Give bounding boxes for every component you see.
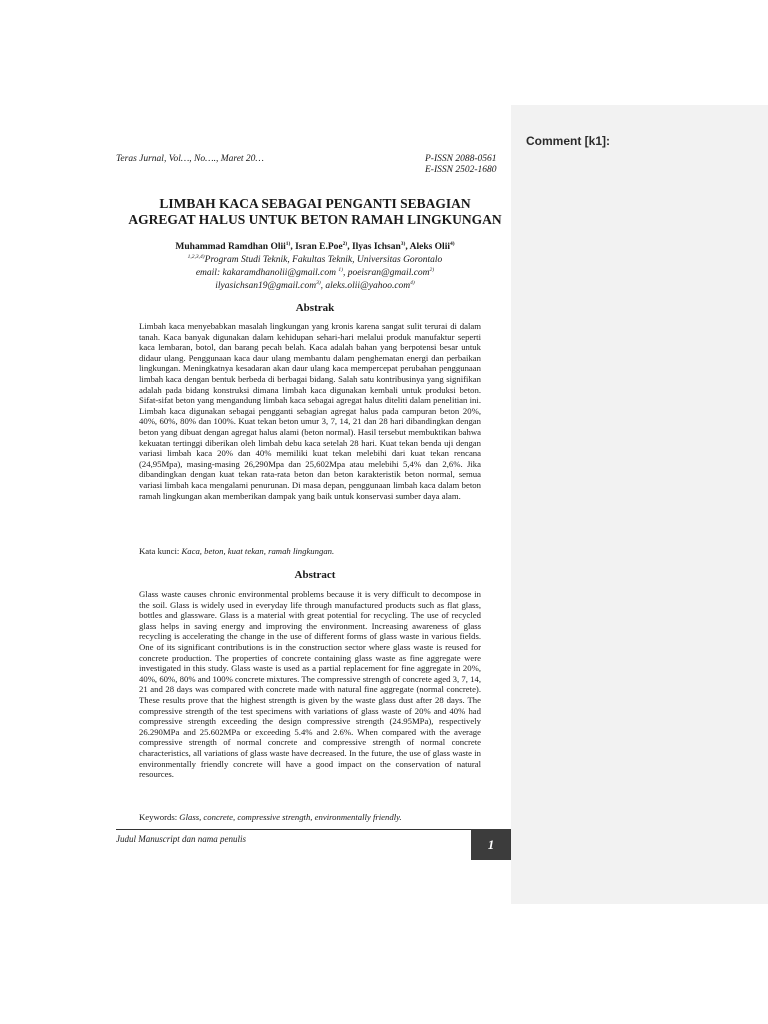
comment-title[interactable]: Comment [k1]: (526, 134, 611, 148)
email-line-1 (105, 267, 525, 280)
author-1: Muhammad Ramdhan Olii (175, 242, 286, 252)
abstract-keywords-label: Keywords: (139, 812, 180, 822)
affiliation-text: Program Studi Teknik, Fakultas Teknik, Universitas Gorontalo (204, 255, 443, 265)
author-1-sup: 1) (285, 240, 291, 247)
abstract-heading: Abstract (294, 569, 336, 581)
title-line-1: LIMBAH KACA SEBAGAI PENGANTI SEBAGIAN (159, 196, 471, 211)
email-4: , aleks.olii@yahoo.com (320, 281, 411, 291)
author-3-sup: 3) (400, 240, 406, 247)
affiliation-sup: 1,2,3,4) (187, 253, 205, 260)
abstract-keywords-text: Glass, concrete, compressive strength, environmentally friendly. (179, 812, 402, 822)
authors-line (105, 242, 525, 252)
email-1: email: kakaramdhanolii@gmail.com (195, 268, 339, 278)
abstrak-keywords-label: Kata kunci: (139, 546, 182, 556)
abstrak-keywords (139, 546, 334, 556)
abstract-body: Glass waste causes chronic environmental problems because it is very difficult to decompose in the soil. Glass is widely used in everyday life through manufactured products such as flat glass, bottles and glassware. Glass is a material with great potential for recycling. The use of recycled glass helps in saving energy and improving the environment. Increasing awareness of glass recycling is accelerating the change in the use of different forms of glass waste in various fields. One of its significant contributions is in the construction sector where glass waste is reused for concrete production. The properties of concrete containing glass waste as fine aggregate were investigated in this study. Glass waste is used as a partial replacement for fine aggregate in 20%, 40%, 60%, 80% and 100% concrete mixtures. The compressive strength of concrete aged 3, 7, 14, 21 and 28 days was compared with concrete made with natural fine aggregate (normal concrete). These results prove that the highest strength is given by the waste glass dust after 28 days. The compressive strength of the test specimens with variations of glass waste of 20% and 40% had compressive strength exceeding the design compressive strength (24.95MPa), respectively 26.290MPa and 25.602MPa or exceeding 5.4% and 2.6%. When compared with the average compressive strength of normal concrete and compressive strength of normal concrete characteristics, all variations of glass waste have decreased. In the future, the use of glass waste in environmentally friendly concrete will have a good impact on the conservation of natural resources. (139, 589, 481, 780)
affiliation-program (105, 254, 525, 267)
email-line-2 (105, 280, 525, 293)
footer-running-title: Judul Manuscript dan nama penulis (116, 834, 246, 844)
comment-pane (511, 105, 768, 904)
author-4: , Aleks Olii (405, 242, 450, 252)
e-issn: E-ISSN 2502-1680 (425, 165, 497, 175)
author-3: , Ilyas Ichsan (347, 242, 401, 252)
email-3-sup: 3) (316, 279, 321, 286)
email-2: , poeisran@gmail.com (342, 268, 430, 278)
abstrak-heading: Abstrak (295, 302, 335, 314)
email-2-sup: 2) (429, 266, 435, 273)
author-4-sup: 4) (449, 240, 455, 247)
email-3: ilyasichsan19@gmail.com (215, 281, 317, 291)
title-line-2: AGREGAT HALUS UNTUK BETON RAMAH LINGKUNGAN (128, 212, 502, 227)
email-1-sup: 1) (338, 266, 343, 273)
email-4-sup: 4) (410, 279, 415, 286)
issn-block (425, 154, 497, 176)
footer-divider (116, 829, 511, 830)
paper-title (105, 196, 525, 228)
author-2: , Isran E.Poe (290, 242, 343, 252)
page-number: 1 (471, 829, 511, 860)
author-2-sup: 2) (342, 240, 348, 247)
abstrak-keywords-text: Kaca, beton, kuat tekan, ramah lingkungan. (181, 546, 335, 556)
abstract-keywords (139, 812, 402, 822)
p-issn: P-ISSN 2088-0561 (425, 154, 497, 164)
abstrak-body: Limbah kaca menyebabkan masalah lingkungan yang kronis karena sangat sulit terurai di dalam tanah. Kaca banyak digunakan dalam kehidupan sehari-hari melalui produk manufaktur seperti kaca lembaran, botol, dan barang pecah belah. Kaca adalah bahan yang berpotensi besar untuk didaur ulang. Penggunaan kaca daur ulang membantu dalam penghematan energi dan perbaikan lingkungan. Meningkatnya kesadaran akan daur ulang kaca mempercepat perubahan penggunaan limbah kaca dengan bentuk berbeda di berbagai bidang. Salah satu kontribusinya yang signifikan adalah pada bidang konstruksi dimana limbah kaca digunakan kembali untuk produksi beton. Sifat-sifat beton yang mengandung limbah kaca sebagai agregat halus diteliti dalam penelitian ini. Limbah kaca digunakan sebagai pengganti sebagian agregat halus pada campuran beton 20%, 40%, 60%, 80% dan 100%. Kuat tekan beton umur 3, 7, 14, 21 dan 28 hari dibandingkan dengan beton yang dibuat dengan agregat halus alami (beton normal). Hasil tersebut membuktikan bahwa kekuatan tertinggi diberikan oleh limbah debu kaca setelah 28 hari. Kuat tekan benda uji dengan variasi limbah kaca 20% dan 40% memiliki kuat tekan melebihi dari kuat tekan rencana (24,95Mpa), masing-masing 26,290Mpa dan 25,602Mpa atau melebihi 5,4% dan 2,6%. Jika dibandingkan dengan kuat tekan rata-rata beton dan beton karakteristik beton normal, semua variasi limbah kaca mengalami penurunan. Di masa depan, penggunaan limbah kaca dalam beton ramah lingkungan akan memberikan dampak yang baik untuk konservasi sumber daya alam. (139, 321, 481, 501)
journal-header: Teras Jurnal, Vol…, No…., Maret 20… (116, 154, 264, 164)
affiliation-block (105, 254, 525, 293)
